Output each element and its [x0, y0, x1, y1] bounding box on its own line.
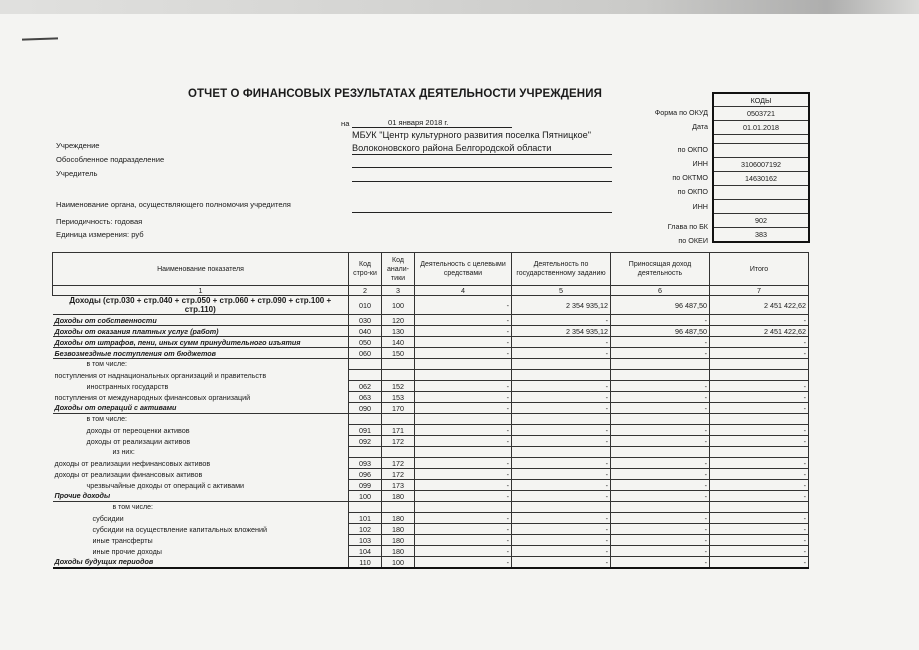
- code-data: 01.01.2018: [713, 121, 809, 135]
- row-name: субсидии: [53, 513, 349, 524]
- row-analytics: 180: [382, 491, 415, 502]
- code-inn-2: [713, 200, 809, 214]
- row-col7: -: [710, 513, 809, 524]
- row-col5: [512, 447, 611, 458]
- label-data: Дата: [692, 122, 708, 131]
- row-col4: -: [415, 381, 512, 392]
- row-col5: -: [512, 469, 611, 480]
- row-analytics: [382, 370, 415, 381]
- row-col4: -: [415, 546, 512, 557]
- row-analytics: 172: [382, 458, 415, 469]
- row-col6: -: [611, 436, 710, 447]
- row-name: Прочие доходы: [53, 491, 349, 502]
- row-col6: -: [611, 458, 710, 469]
- row-col6: -: [611, 425, 710, 436]
- row-col5: -: [512, 546, 611, 557]
- table-row: [53, 480, 809, 491]
- row-col6: [611, 359, 710, 370]
- row-col6: -: [611, 381, 710, 392]
- row-col6: -: [611, 513, 710, 524]
- col-num-6: 6: [611, 286, 710, 296]
- table-body: [53, 296, 809, 569]
- row-col7: -: [710, 480, 809, 491]
- row-code: 062: [349, 381, 382, 392]
- col-num-7: 7: [710, 286, 809, 296]
- row-col4: [415, 502, 512, 513]
- row-col5: -: [512, 480, 611, 491]
- row-col7: -: [710, 381, 809, 392]
- row-col5: -: [512, 513, 611, 524]
- row-analytics: 100: [382, 557, 415, 569]
- th-itogo: Итого: [710, 253, 809, 286]
- row-analytics: 140: [382, 337, 415, 348]
- label-okei: по ОКЕИ: [678, 236, 708, 245]
- row-col6: -: [611, 469, 710, 480]
- row-col4: -: [415, 296, 512, 315]
- row-name: в том числе:: [53, 359, 349, 370]
- row-col4: -: [415, 403, 512, 414]
- row-analytics: 172: [382, 469, 415, 480]
- col-num-5: 5: [512, 286, 611, 296]
- table-row: [53, 370, 809, 381]
- org-underline-4: [352, 212, 612, 213]
- row-analytics: 150: [382, 348, 415, 359]
- col-num-2: 2: [349, 286, 382, 296]
- row-name: Доходы от штрафов, пени, иных сумм принудительного изъятия: [53, 337, 349, 348]
- row-name: доходы от реализации активов: [53, 436, 349, 447]
- code-okud: 0503721: [713, 107, 809, 121]
- row-col5: [512, 414, 611, 425]
- org-name-line1: МБУК "Центр культурного развития поселка Пятницкое": [352, 130, 591, 140]
- row-col5: -: [512, 381, 611, 392]
- row-code: [349, 359, 382, 370]
- code-okei: 383: [713, 228, 809, 243]
- row-col5: -: [512, 348, 611, 359]
- row-analytics: 152: [382, 381, 415, 392]
- code-okpo-2: [713, 186, 809, 200]
- pen-mark: [22, 37, 58, 40]
- row-col7: [710, 414, 809, 425]
- row-col4: -: [415, 458, 512, 469]
- row-col4: [415, 414, 512, 425]
- row-code: 093: [349, 458, 382, 469]
- row-code: 103: [349, 535, 382, 546]
- label-okpo-2: по ОКПО: [677, 187, 708, 196]
- row-code: 100: [349, 491, 382, 502]
- row-name: иные трансферты: [53, 535, 349, 546]
- row-col6: [611, 502, 710, 513]
- codes-box: [712, 92, 810, 243]
- row-col7: 2 451 422,62: [710, 326, 809, 337]
- table-row: [53, 414, 809, 425]
- label-obosobl: Обособленное подразделение: [56, 155, 165, 164]
- row-col5: -: [512, 337, 611, 348]
- code-glava-bk: 902: [713, 214, 809, 228]
- row-col7: [710, 359, 809, 370]
- table-row: [53, 502, 809, 513]
- label-okpo-1: по ОКПО: [677, 145, 708, 154]
- row-name: Доходы от операций с активами: [53, 403, 349, 414]
- col-num-4: 4: [415, 286, 512, 296]
- row-col6: -: [611, 546, 710, 557]
- row-col6: -: [611, 315, 710, 326]
- label-glava-bk: Глава по БК: [667, 222, 708, 231]
- row-col4: -: [415, 326, 512, 337]
- row-code: 010: [349, 296, 382, 315]
- row-col4: [415, 370, 512, 381]
- row-code: 104: [349, 546, 382, 557]
- label-oktmo: по ОКТМО: [672, 173, 708, 182]
- row-col5: [512, 359, 611, 370]
- row-name: иностранных государств: [53, 381, 349, 392]
- row-col5: -: [512, 491, 611, 502]
- code-inn-1: 3106007192: [713, 158, 809, 172]
- row-col5: -: [512, 557, 611, 569]
- row-col5: -: [512, 403, 611, 414]
- row-col7: -: [710, 425, 809, 436]
- row-code: 090: [349, 403, 382, 414]
- table-row: [53, 296, 809, 315]
- codes-header: КОДЫ: [713, 93, 809, 107]
- table-row: [53, 546, 809, 557]
- row-code: 091: [349, 425, 382, 436]
- date-underline: [352, 127, 512, 128]
- row-code: 040: [349, 326, 382, 337]
- label-uchrezhdenie: Учреждение: [56, 141, 100, 150]
- th-kod-analitiki: Код анали-тики: [382, 253, 415, 286]
- label-okud: Форма по ОКУД: [654, 108, 708, 117]
- row-col4: -: [415, 513, 512, 524]
- row-col4: -: [415, 480, 512, 491]
- row-col4: [415, 447, 512, 458]
- row-name: субсидии на осуществление капитальных вложений: [53, 524, 349, 535]
- row-name: Доходы от оказания платных услуг (работ): [53, 326, 349, 337]
- label-inn-2: ИНН: [692, 202, 708, 211]
- row-analytics: 171: [382, 425, 415, 436]
- row-code: 102: [349, 524, 382, 535]
- row-col7: -: [710, 315, 809, 326]
- row-name: чрезвычайные доходы от операций с активами: [53, 480, 349, 491]
- row-col7: [710, 447, 809, 458]
- row-col6: -: [611, 524, 710, 535]
- row-analytics: 173: [382, 480, 415, 491]
- row-col5: -: [512, 524, 611, 535]
- table-row: [53, 447, 809, 458]
- row-analytics: 180: [382, 535, 415, 546]
- table-row: [53, 469, 809, 480]
- row-col4: -: [415, 315, 512, 326]
- label-periodichnost: Периодичность: годовая: [56, 217, 143, 226]
- row-code: 110: [349, 557, 382, 569]
- row-col7: -: [710, 491, 809, 502]
- row-analytics: 153: [382, 392, 415, 403]
- row-col4: [415, 359, 512, 370]
- row-name: доходы от переоценки активов: [53, 425, 349, 436]
- table-row: [53, 491, 809, 502]
- row-col7: -: [710, 392, 809, 403]
- row-code: 096: [349, 469, 382, 480]
- row-col4: -: [415, 337, 512, 348]
- row-col6: 96 487,50: [611, 296, 710, 315]
- row-code: 050: [349, 337, 382, 348]
- row-col5: -: [512, 458, 611, 469]
- row-col4: -: [415, 425, 512, 436]
- th-name: Наименование показателя: [53, 253, 349, 286]
- row-col5: -: [512, 425, 611, 436]
- row-col5: [512, 370, 611, 381]
- row-name: доходы от реализации финансовых активов: [53, 469, 349, 480]
- row-name: из них:: [53, 447, 349, 458]
- row-code: 060: [349, 348, 382, 359]
- row-col5: 2 354 935,12: [512, 326, 611, 337]
- table-row: [53, 513, 809, 524]
- label-inn-1: ИНН: [692, 159, 708, 168]
- income-table: [52, 252, 809, 569]
- row-analytics: 180: [382, 546, 415, 557]
- row-name: Доходы будущих периодов: [53, 557, 349, 569]
- row-name: Безвозмездные поступления от бюджетов: [53, 348, 349, 359]
- row-col4: -: [415, 469, 512, 480]
- row-code: [349, 502, 382, 513]
- row-code: 030: [349, 315, 382, 326]
- row-analytics: 130: [382, 326, 415, 337]
- row-code: [349, 370, 382, 381]
- report-date: 01 января 2018 г.: [388, 118, 449, 127]
- row-col7: -: [710, 458, 809, 469]
- row-col7: [710, 502, 809, 513]
- label-na: на: [341, 119, 350, 128]
- scan-edge-shadow: [0, 0, 919, 14]
- org-underline-1: [352, 154, 612, 155]
- row-analytics: 180: [382, 524, 415, 535]
- column-numbers-row: [53, 286, 809, 296]
- row-col4: -: [415, 557, 512, 569]
- row-code: 063: [349, 392, 382, 403]
- row-name: иные прочие доходы: [53, 546, 349, 557]
- row-col6: -: [611, 535, 710, 546]
- table-row: [53, 337, 809, 348]
- row-col6: [611, 447, 710, 458]
- row-col4: -: [415, 392, 512, 403]
- row-col7: -: [710, 469, 809, 480]
- row-name: поступления от наднациональных организаций и правительств: [53, 370, 349, 381]
- row-col5: -: [512, 535, 611, 546]
- org-underline-3: [352, 181, 612, 182]
- row-col4: -: [415, 348, 512, 359]
- th-goszadanie: Деятельность по государственному заданию: [512, 253, 611, 286]
- code-spacer: [713, 135, 809, 144]
- table-row: [53, 348, 809, 359]
- table-row: [53, 557, 809, 569]
- row-analytics: [382, 502, 415, 513]
- row-col5: -: [512, 392, 611, 403]
- col-num-3: 3: [382, 286, 415, 296]
- row-name: Доходы (стр.030 + стр.040 + стр.050 + стр.060 + стр.090 + стр.100 + стр.110): [53, 296, 349, 315]
- table-row: [53, 535, 809, 546]
- row-code: [349, 447, 382, 458]
- row-code: 092: [349, 436, 382, 447]
- th-celevye: Деятельность с целевыми средствами: [415, 253, 512, 286]
- row-col6: -: [611, 491, 710, 502]
- row-col6: 96 487,50: [611, 326, 710, 337]
- row-col4: -: [415, 491, 512, 502]
- row-col5: [512, 502, 611, 513]
- row-col7: -: [710, 557, 809, 569]
- row-col4: -: [415, 436, 512, 447]
- row-col7: -: [710, 535, 809, 546]
- code-okpo-1: [713, 144, 809, 158]
- row-analytics: 170: [382, 403, 415, 414]
- report-title: ОТЧЕТ О ФИНАНСОВЫХ РЕЗУЛЬТАТАХ ДЕЯТЕЛЬНОСТИ УЧРЕЖДЕНИЯ: [188, 88, 602, 100]
- label-uchreditel: Учредитель: [56, 169, 98, 178]
- code-oktmo: 14630162: [713, 172, 809, 186]
- row-col5: -: [512, 315, 611, 326]
- row-col5: -: [512, 436, 611, 447]
- th-kod-stroki: Код стро-ки: [349, 253, 382, 286]
- row-col6: -: [611, 403, 710, 414]
- table-row: [53, 392, 809, 403]
- table-row: [53, 326, 809, 337]
- row-col7: -: [710, 348, 809, 359]
- row-col5: 2 354 935,12: [512, 296, 611, 315]
- row-code: 099: [349, 480, 382, 491]
- row-analytics: 120: [382, 315, 415, 326]
- row-col7: -: [710, 524, 809, 535]
- table-row: [53, 381, 809, 392]
- row-col7: -: [710, 436, 809, 447]
- row-col7: [710, 370, 809, 381]
- row-analytics: 180: [382, 513, 415, 524]
- row-name: в том числе:: [53, 502, 349, 513]
- row-name: поступления от международных финансовых организаций: [53, 392, 349, 403]
- table-row: [53, 425, 809, 436]
- table-row: [53, 458, 809, 469]
- th-prinosyashaya: Приносящая доход деятельность: [611, 253, 710, 286]
- table-row: [53, 403, 809, 414]
- row-col6: -: [611, 348, 710, 359]
- row-analytics: [382, 359, 415, 370]
- row-col4: -: [415, 535, 512, 546]
- table-row: [53, 524, 809, 535]
- row-analytics: [382, 447, 415, 458]
- row-col4: -: [415, 524, 512, 535]
- table-row: [53, 359, 809, 370]
- row-name: доходы от реализации нефинансовых активов: [53, 458, 349, 469]
- table-row: [53, 436, 809, 447]
- row-col6: [611, 414, 710, 425]
- org-name-line2: Волоконовского района Белгородской области: [352, 143, 552, 153]
- row-col6: -: [611, 480, 710, 491]
- table-row: [53, 315, 809, 326]
- col-num-1: 1: [53, 286, 349, 296]
- label-edinica: Единица измерения: руб: [56, 230, 144, 239]
- row-col6: [611, 370, 710, 381]
- row-col6: -: [611, 392, 710, 403]
- row-col7: -: [710, 403, 809, 414]
- row-col7: -: [710, 337, 809, 348]
- row-code: 101: [349, 513, 382, 524]
- row-col7: -: [710, 546, 809, 557]
- row-name: Доходы от собственности: [53, 315, 349, 326]
- row-col7: 2 451 422,62: [710, 296, 809, 315]
- label-organ: Наименование органа, осуществляющего полномочия учредителя: [56, 200, 291, 209]
- row-analytics: [382, 414, 415, 425]
- row-col6: -: [611, 557, 710, 569]
- org-underline-2: [352, 167, 612, 168]
- row-code: [349, 414, 382, 425]
- row-analytics: 172: [382, 436, 415, 447]
- row-name: в том числе:: [53, 414, 349, 425]
- row-analytics: 100: [382, 296, 415, 315]
- row-col6: -: [611, 337, 710, 348]
